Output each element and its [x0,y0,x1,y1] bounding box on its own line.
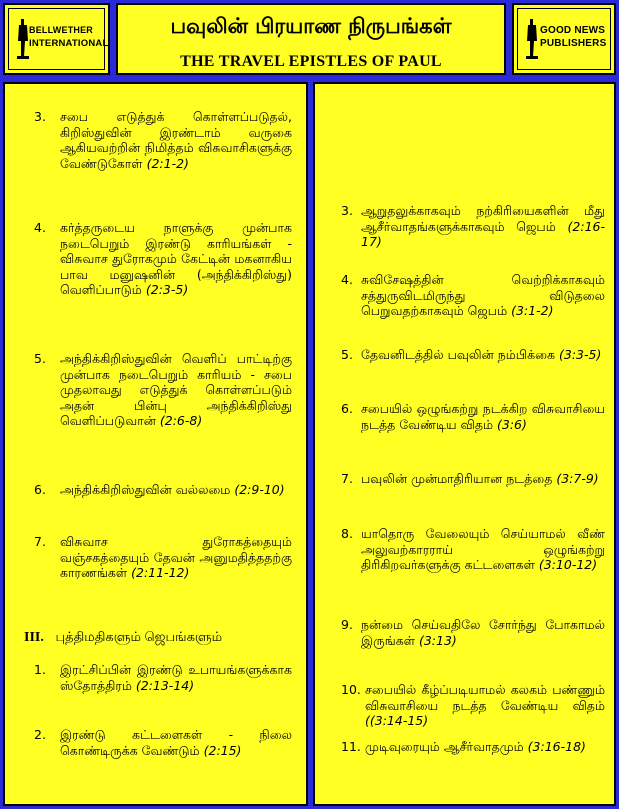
item-number: 6. [34,482,46,497]
logo-line-1: BELLWETHER [29,25,93,35]
logo-line-2: INTERNATIONAL [29,38,109,49]
verse-ref: (3:7-9) [556,471,599,486]
list-item [341,347,605,363]
list-item [341,617,605,648]
item-number: 7. [34,534,46,549]
verse-ref: (2:3-5) [145,282,189,297]
verse-ref: (2:11-12) [131,565,190,580]
logo-line-1: GOOD NEWS [540,25,606,36]
item-text: விசுவாச துரோகத்தையும் வஞ்சகத்தையும் தேவன் அனுமதித்ததற்கு காரணங்கள் [60,534,292,580]
verse-ref: (3:1-2) [511,303,554,318]
item-text: கர்த்தருடைய நாளுக்கு முன்பாக நடைபெறும் இரண்டு காரியங்கள் - விசுவாச துரோகமும் கேட்டின் மகனாகிய பாவ மனுஷனின் (அந்திக்கிறிஸ்து) வெளிப்பாடும் [60,220,292,297]
item-text: நன்மை செய்வதிலே சோர்ந்து போகாமல் இருங்கள் [361,617,605,648]
item-text: இரண்டு கட்டளைகள் - நிலை கொண்டிருக்க வேண்டும் [60,727,292,758]
item-text: சபை எடுத்துக் கொள்ளப்படுதல், கிறிஸ்துவின் இரண்டாம் வருகை ஆகியவற்றின் நிமித்தம் விசுவாசிகளுக்கு வேண்டுகோள் [60,109,292,171]
logo-frame [8,8,109,70]
title-box [116,3,506,75]
item-number: 4. [341,272,353,287]
verse-ref: (2:9-10) [234,482,285,497]
logo-line-2: PUBLISHERS [540,38,607,49]
tamil-title: பவுலின் பிரயாண நிருபங்கள் [170,14,452,38]
item-number: 8. [341,526,353,541]
list-item [341,526,605,573]
item-number: 1. [34,662,46,677]
list-item [341,401,605,432]
item-number: 4. [34,220,46,235]
verse-ref: (3:6) [497,416,527,432]
item-text: அந்திக்கிறிஸ்துவின் வெளிப் பாட்டிற்கு முன்பாக நடைபெறும் காரியம் - சபை முதலாவது எடுத்துக் கொள்ளப்படும் அதன் பின்பு அந்திக்கிறிஸ்து வெளிப்படுவான் [60,351,292,428]
bellwether-logo [3,3,110,75]
verse-ref: (2:1-2) [146,155,189,171]
item-text: சபையில் கீழ்ப்படியாமல் கலகம் பண்ணும் விசுவாசியை நடத்த வேண்டிய விதம் [365,682,605,713]
item-number: 11. [341,739,361,754]
list-item [34,534,292,581]
verse-ref: (3:10-12) [538,557,598,572]
list-item [34,482,292,498]
item-text: முடிவுரையும் ஆசீர்வாதமும் [365,739,524,754]
english-title: THE TRAVEL EPISTLES OF PAUL [180,53,442,70]
verse-ref: (2:16-17) [361,218,605,249]
verse-ref: (3:13) [418,632,457,648]
verse-ref: (2:15) [203,742,242,758]
item-number: 5. [341,347,353,362]
item-text: சுவிசேஷத்தின் வெற்றிக்காகவும் சத்துருவிடமிருந்து விடுதலை பெறுவதற்காகவும் ஜெபம் [361,272,605,318]
item-number: 5. [34,351,46,366]
section-heading [24,629,222,646]
item-number: 2. [34,727,46,742]
left-column [3,82,308,806]
item-number: 9. [341,617,353,632]
list-item [34,220,292,298]
item-number: 10. [341,682,361,697]
item-text: அந்திக்கிறிஸ்துவின் வல்லமை [60,482,231,497]
list-item [341,203,605,250]
runner-icon [524,19,540,59]
item-text: ஆறுதலுக்காகவும் நற்கிரியைகளின் மீது ஆசீர்வாதங்களுக்காகவும் ஜெபம் [361,203,605,234]
item-text: யாதொரு வேலையும் செய்யாமல் வீண் அலுவற்காரராய் ஒழுங்கற்று திரிகிறவர்களுக்கு கட்டளைகள் [361,526,605,572]
item-number: 6. [341,401,353,416]
section-number: III. [24,630,44,645]
item-number: 3. [34,109,46,124]
verse-ref: (2:13-14) [135,677,195,693]
verse-ref: (2:6-8) [159,413,203,428]
item-number: 7. [341,471,353,486]
list-item [341,272,605,319]
verse-ref: ((3:14-15) [365,713,429,728]
list-item [34,109,292,171]
item-text: சபையில் ஒழுங்கற்று நடக்கிற விசுவாசியை நடத்த வேண்டிய விதம் [361,401,605,432]
item-text: பவுலின் முன்மாதிரியான நடத்தை [361,471,553,486]
item-text: தேவனிடத்தில் பவுலின் நம்பிக்கை [361,347,556,362]
item-number: 3. [341,203,353,218]
item-text: இரட்சிப்பின் இரண்டு உபாயங்களுக்காக ஸ்தோத்திரம் [60,662,292,693]
good-news-logo [512,3,616,75]
section-title: புத்திமதிகளும் ஜெபங்களும் [55,629,223,644]
list-item [341,739,605,755]
logo-frame [517,8,611,70]
list-item [34,662,292,693]
verse-ref: (3:16-18) [527,739,586,754]
list-item [341,682,605,729]
list-item [34,351,292,429]
list-item [34,727,292,758]
list-item [341,471,605,487]
verse-ref: (3:3-5) [559,347,602,362]
right-column [313,82,616,806]
